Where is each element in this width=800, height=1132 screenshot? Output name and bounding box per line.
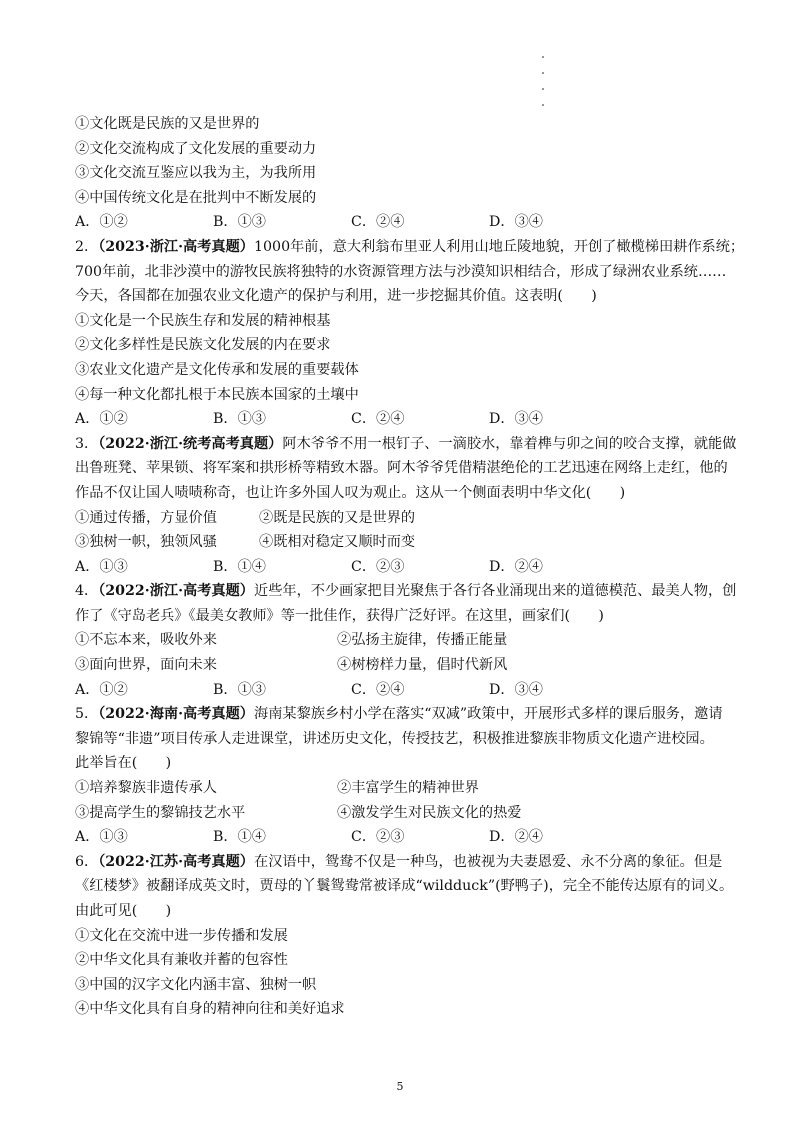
answer-a: A．①③ <box>75 829 128 846</box>
stem-text: 在汉语中，鸳鸯不仅是一种鸟，也被视为夫妻恩爱、永不分离的象征。但是 <box>254 853 723 870</box>
stem-line: 由此可见( ) <box>75 903 172 919</box>
question-source: （2022·江苏·高考真题） <box>98 853 254 870</box>
answer-choices <box>75 678 735 703</box>
option-item: ②既是民族的又是世界的 <box>259 509 416 526</box>
option-line: ①文化在交流中进一步传播和发展 <box>75 927 288 944</box>
answer-b: B．①③ <box>213 681 266 698</box>
question-3 <box>75 432 735 580</box>
stem-line: 作品不仅让国人啧啧称奇，也让许多外国人叹为观止。这从一个侧面表明中华文化( ) <box>75 484 626 501</box>
option-item: ①通过传播，方显价值 <box>75 509 217 526</box>
option-line: ①文化是一个民族生存和发展的精神根基 <box>75 312 331 329</box>
option-line: ③中国的汉字文化内涵丰富、独树一帜 <box>75 976 317 993</box>
option-line: ④每一种文化都扎根于本民族本国家的土壤中 <box>75 386 359 403</box>
scan-marks <box>542 56 548 120</box>
option-item: ②弘扬主旋律，传播正能量 <box>337 632 508 649</box>
stem-line: 作了《守岛老兵》《最美女教师》等一批佳作，获得广泛好评。在这里，画家们( ) <box>75 607 604 624</box>
stem-line: 今天，各国都在加强农业文化遗产的保护与利用，进一步挖掘其价值。这表明( ) <box>75 288 597 305</box>
question-source: （2023·浙江·高考真题） <box>98 238 254 255</box>
question-stem <box>75 235 745 260</box>
answer-a: A．①② <box>75 214 128 231</box>
stem-line: 700年前，北非沙漠中的游牧民族将独特的水资源管理方法与沙漠知识相结合，形成了绿洲农业系统…… <box>75 263 727 280</box>
answer-c: C．②④ <box>351 214 405 231</box>
option-pair <box>75 653 735 678</box>
stem-line: 《红楼梦》被翻译成英文时，贾母的丫鬟鸳鸯常被译成“wildduck”(野鸭子)，完全不能传达原有的词义。 <box>75 878 734 895</box>
answer-d: D．③④ <box>489 214 543 231</box>
question-4 <box>75 579 735 702</box>
page-content <box>75 112 745 1022</box>
answer-a: A．①② <box>75 681 128 698</box>
question-stem <box>75 579 735 604</box>
answer-a: A．①③ <box>75 558 128 575</box>
answer-d: D．③④ <box>489 411 543 428</box>
answer-b: B．①③ <box>213 214 266 231</box>
answer-b: B．①③ <box>213 411 266 428</box>
option-line: ①文化既是民族的又是世界的 <box>75 116 260 132</box>
option-line: ④中华文化具有自身的精神向往和美好追求 <box>75 1001 345 1018</box>
answer-b: B．①④ <box>213 829 266 846</box>
answer-a: A．①② <box>75 411 128 428</box>
option-item: ①不忘本来，吸收外来 <box>75 632 217 649</box>
question-5 <box>75 702 735 850</box>
option-item: ③提高学生的黎锦技艺水平 <box>75 804 246 821</box>
answer-b: B．①④ <box>213 558 266 575</box>
answer-choices <box>75 210 735 235</box>
question-stem <box>75 702 735 727</box>
option-line: ③农业文化遗产是文化传承和发展的重要载体 <box>75 361 359 378</box>
option-line: ②文化多样性是民族文化发展的内在要求 <box>75 337 331 354</box>
answer-choices <box>75 555 735 580</box>
stem-text: 1000年前，意大利翁布里亚人利用山地丘陵地貌，开创了橄榄梯田耕作系统； <box>254 238 745 255</box>
question-number: 6． <box>75 853 99 870</box>
question-6 <box>75 850 735 1022</box>
answer-d: D．②④ <box>489 558 543 575</box>
option-line: ④中国传统文化是在批判中不断发展的 <box>75 189 317 206</box>
stem-text: 阿木爷爷不用一根钉子、一滴胶水，靠着榫与卯之间的咬合支撑，就能做 <box>282 435 737 452</box>
option-item: ②丰富学生的精神世界 <box>337 780 479 797</box>
answer-c: C．②③ <box>351 558 405 575</box>
question-source: （2022·浙江·高考真题） <box>98 583 254 600</box>
option-line: ③文化交流互鉴应以我为主，为我所用 <box>75 165 317 182</box>
question-stem <box>75 432 735 457</box>
question-source: （2022·海南·高考真题） <box>98 706 254 723</box>
stem-line: 黎锦等“非遗”项目传承人走进课堂，讲述历史文化，传授技艺，积极推进黎族非物质文化遗产进校园。 <box>75 730 714 747</box>
question-1-tail <box>75 112 735 235</box>
option-item: ③面向世界，面向未来 <box>75 657 217 674</box>
question-source: （2022·浙江·统考高考真题） <box>98 435 283 452</box>
option-line: ②文化交流构成了文化发展的重要动力 <box>75 140 317 157</box>
option-pair <box>75 530 735 555</box>
stem-line: 出鲁班凳、苹果锁、将军案和拱形桥等精致木器。阿木爷爷凭借精湛绝伦的工艺迅速在网络上走红，他的 <box>75 460 728 477</box>
question-2 <box>75 235 745 432</box>
option-item: ③独树一帜，独领风骚 <box>75 534 217 551</box>
question-number: 3． <box>75 435 99 452</box>
answer-c: C．②④ <box>351 681 405 698</box>
question-stem <box>75 850 735 875</box>
option-line: ②中华文化具有兼收并蓄的包容性 <box>75 952 288 969</box>
option-item: ④激发学生对民族文化的热爱 <box>337 804 522 821</box>
option-pair <box>75 506 735 531</box>
option-item: ④既相对稳定又顺时而变 <box>259 534 416 551</box>
question-number: 5． <box>75 706 99 723</box>
option-item: ④树榜样力量，倡时代新风 <box>337 657 508 674</box>
question-number: 4． <box>75 583 99 600</box>
option-pair <box>75 801 735 826</box>
answer-c: C．②④ <box>351 411 405 428</box>
option-pair <box>75 628 735 653</box>
answer-choices <box>75 825 735 850</box>
answer-d: D．②④ <box>489 829 543 846</box>
stem-text: 海南某黎族乡村小学在落实“双减”政策中，开展形式多样的课后服务，邀请 <box>254 706 723 723</box>
question-number: 2． <box>75 238 99 255</box>
option-pair <box>75 776 735 801</box>
page-number: 5 <box>396 1080 404 1093</box>
answer-c: C．②③ <box>351 829 405 846</box>
option-item: ①培养黎族非遗传承人 <box>75 780 217 797</box>
stem-text: 近些年，不少画家把目光聚焦于各行各业涌现出来的道德模范、最美人物，创 <box>254 583 737 600</box>
answer-d: D．③④ <box>489 681 543 698</box>
answer-choices <box>75 407 735 432</box>
stem-line: 此举旨在( ) <box>75 755 172 772</box>
